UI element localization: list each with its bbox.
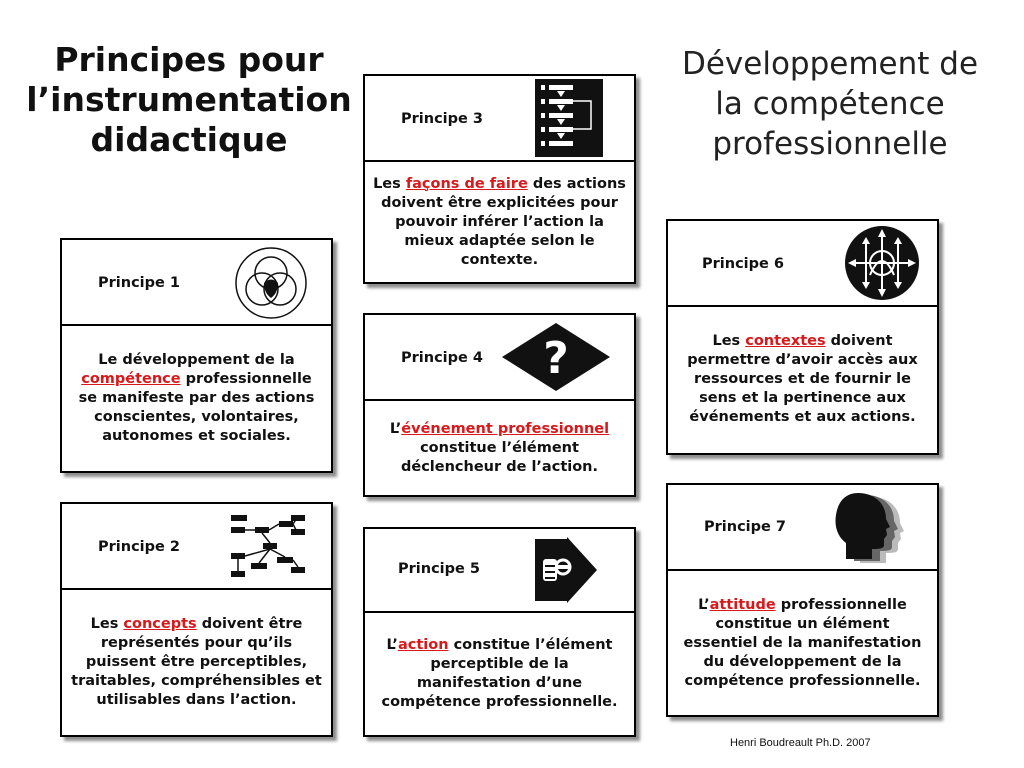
principle-card-7 [666, 483, 939, 717]
venn-circles-icon [234, 246, 308, 324]
context-compass-icon [844, 225, 920, 305]
concept-map-icon [229, 513, 309, 585]
author-credit: Henri Boudreault Ph.D. 2007 [730, 737, 871, 749]
svg-text:?: ? [543, 333, 569, 384]
flowchart-steps-icon [535, 79, 603, 161]
principle-name: Principe 4 [401, 350, 483, 366]
principle-name: Principe 5 [398, 561, 480, 577]
keyword-action: action [397, 637, 449, 653]
principle-card-3 [363, 74, 636, 284]
principle-name: Principe 1 [98, 275, 180, 291]
principle-text: Les concepts doivent être représentés pour qu’ils puissent être perceptibles, traitables, compréhensibles et utilisables dans l’action. [71, 616, 322, 708]
principle-name: Principe 2 [98, 539, 180, 555]
principle-text: Les façons de faire des actions doivent être explicitées pour pouvoir inférer l’action la mieux adaptée selon le contexte. [373, 175, 626, 268]
title-right: Développement de la compétence professionnelle [681, 46, 979, 162]
keyword-competence: compétence [81, 371, 181, 387]
principle-card-6 [666, 219, 939, 455]
principle-text: L’événement professionnel constitue l’élément déclencheur de l’action. [389, 420, 610, 475]
head-silhouette-icon [828, 491, 908, 569]
keyword-concepts: concepts [123, 616, 197, 632]
principle-card-2 [60, 502, 333, 737]
principle-text: Les contextes doivent permettre d’avoir accès aux ressources et de fournir le sens et la pertinence aux événements et aux actions. [687, 332, 918, 425]
principle-name: Principe 3 [401, 111, 483, 127]
pointing-hand-arrow-icon [533, 537, 597, 607]
keyword-contextes: contextes [745, 332, 826, 349]
keyword-facons-de-faire: façons de faire [405, 175, 528, 192]
keyword-evenement-professionnel: événement professionnel [401, 420, 610, 437]
title-left: Principes pour l’instrumentation didactique [26, 40, 352, 159]
principle-name: Principe 7 [704, 519, 786, 535]
principle-name: Principe 6 [702, 256, 784, 272]
principle-card-4 [363, 313, 636, 497]
principle-card-1 [60, 238, 333, 473]
principle-card-5 [363, 527, 636, 737]
principle-text: L’attitude professionnelle constitue un élément essentiel de la manifestation du développement de la compétence professionnelle. [683, 596, 922, 689]
keyword-attitude: attitude [709, 596, 776, 613]
question-diamond-icon [500, 321, 612, 397]
principle-text: Le développement de la compétence professionnelle se manifeste par des actions conscientes, volontaires, autonomes et sociales. [78, 352, 315, 444]
principle-text: L’action constitue l’élément perceptible de la manifestation d’une compétence professionnelle. [381, 637, 618, 710]
